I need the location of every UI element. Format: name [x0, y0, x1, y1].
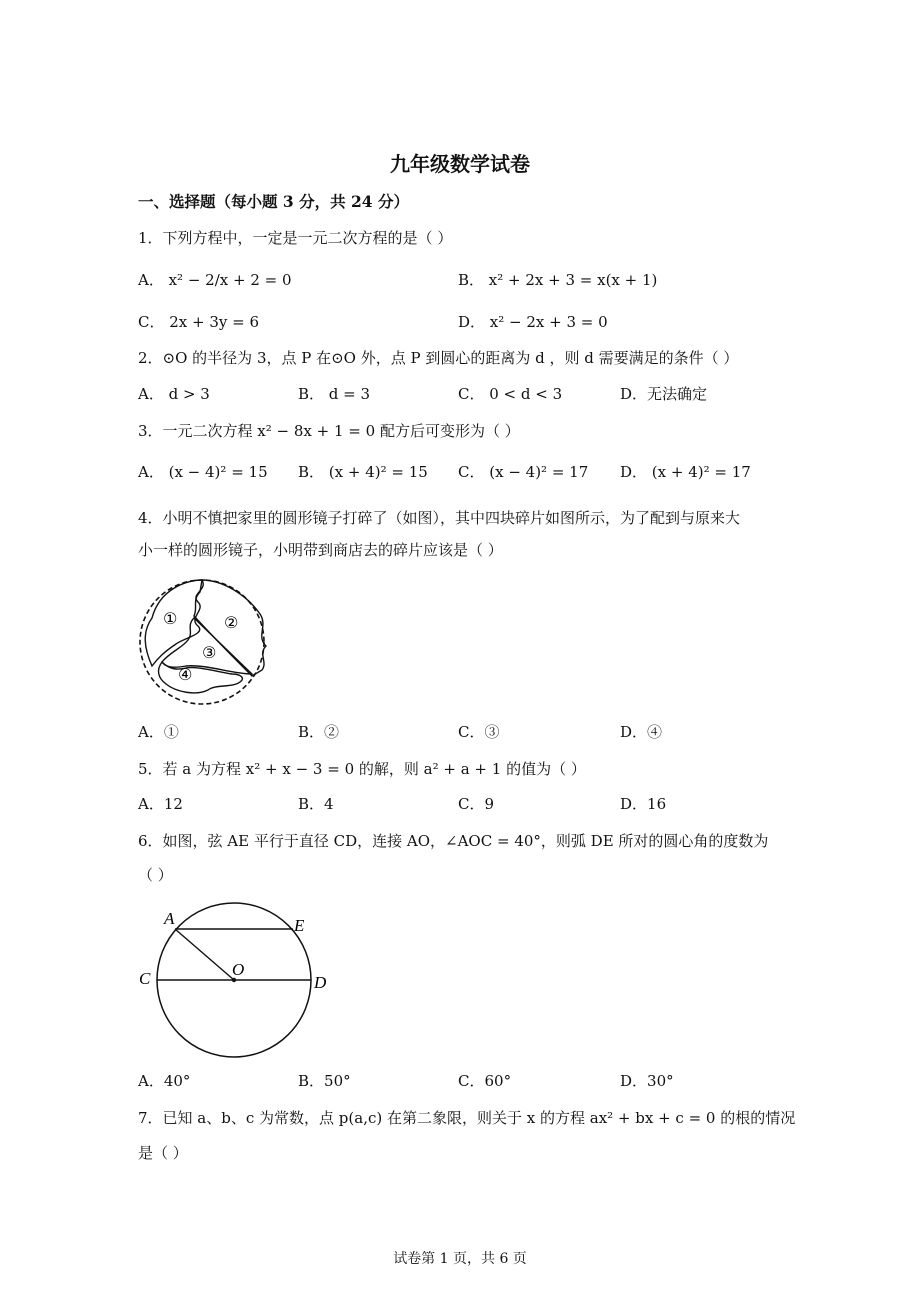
question-6-stem-line2: （ ）: [138, 866, 173, 884]
label-d: D: [314, 973, 327, 992]
question-1-option-d: D． x² − 2x + 3 = 0: [458, 313, 608, 331]
question-4-option-a: A．①: [138, 723, 179, 741]
question-3-option-a: A． (x − 4)² = 15: [138, 463, 268, 481]
fragment-label-2: ②: [224, 613, 239, 632]
question-2-stem: 2．⊙O 的半径为 3，点 P 在⊙O 外，点 P 到圆心的距离为 d ，则 d 需要满足的条件（ ）: [138, 349, 739, 367]
question-7-stem-line1: 7．已知 a、b、c 为常数，点 p(a,c) 在第二象限，则关于 x 的方程 ax² + bx + c = 0 的根的情况: [138, 1109, 796, 1127]
question-1-option-a: A． x² − 2/x + 2 = 0: [138, 271, 292, 289]
label-e: E: [294, 916, 305, 935]
question-3-option-b: B． (x + 4)² = 15: [298, 463, 428, 481]
question-6-option-c: C．60°: [458, 1072, 512, 1090]
label-o: O: [232, 960, 245, 979]
question-4-stem-line1: 4．小明不慎把家里的圆形镜子打碎了（如图），其中四块碎片如图所示，为了配到与原来大: [138, 509, 741, 527]
question-1-stem: 1．下列方程中，一定是一元二次方程的是（ ）: [138, 229, 453, 247]
question-4-stem-line2: 小一样的圆形镜子，小明带到商店去的碎片应该是（ ）: [138, 541, 503, 559]
fragment-label-1: ①: [163, 609, 178, 628]
question-5-option-b: B．4: [298, 795, 334, 813]
label-c: C: [139, 969, 151, 988]
question-2-option-a: A． d > 3: [138, 385, 210, 403]
question-1-option-c: C． 2x + 3y = 6: [138, 313, 260, 331]
question-3-option-c: C． (x − 4)² = 17: [458, 463, 589, 481]
fragment-label-4: ④: [178, 665, 193, 684]
question-5-option-c: C．9: [458, 795, 495, 813]
question-5-option-d: D．16: [620, 795, 667, 813]
question-3-stem: 3．一元二次方程 x² − 8x + 1 = 0 配方后可变形为（ ）: [138, 422, 520, 440]
circle-geometry-figure: [130, 900, 340, 1060]
question-6-option-a: A．40°: [138, 1072, 191, 1090]
question-6-stem-line1: 6．如图，弦 AE 平行于直径 CD，连接 AO，∠AOC = 40°，则弧 DE 所对的圆心角的度数为: [138, 832, 769, 850]
question-2-option-c: C． 0 < d < 3: [458, 385, 563, 403]
section-heading: 一、选择题（每小题 3 分，共 24 分）: [138, 192, 409, 211]
question-2-option-b: B． d = 3: [298, 385, 371, 403]
broken-mirror-figure: [136, 578, 276, 708]
question-5-option-a: A．12: [138, 795, 183, 813]
question-4-option-d: D．④: [620, 723, 663, 741]
question-4-option-b: B．②: [298, 723, 340, 741]
label-a: A: [164, 909, 175, 928]
question-7-stem-line2: 是（ ）: [138, 1144, 188, 1162]
fragment-label-3: ③: [202, 643, 217, 662]
question-6-option-b: B．50°: [298, 1072, 351, 1090]
question-1-option-b: B． x² + 2x + 3 = x(x + 1): [458, 271, 658, 289]
question-5-stem: 5．若 a 为方程 x² + x − 3 = 0 的解，则 a² + a + 1 的值为（ ）: [138, 760, 586, 778]
page-title: 九年级数学试卷: [390, 152, 530, 176]
question-3-option-d: D． (x + 4)² = 17: [620, 463, 751, 481]
question-4-option-c: C．③: [458, 723, 500, 741]
page-footer: 试卷第 1 页，共 6 页: [393, 1251, 527, 1267]
question-2-option-d: D．无法确定: [620, 385, 708, 403]
question-6-option-d: D．30°: [620, 1072, 674, 1090]
segment-ao: [175, 929, 234, 980]
